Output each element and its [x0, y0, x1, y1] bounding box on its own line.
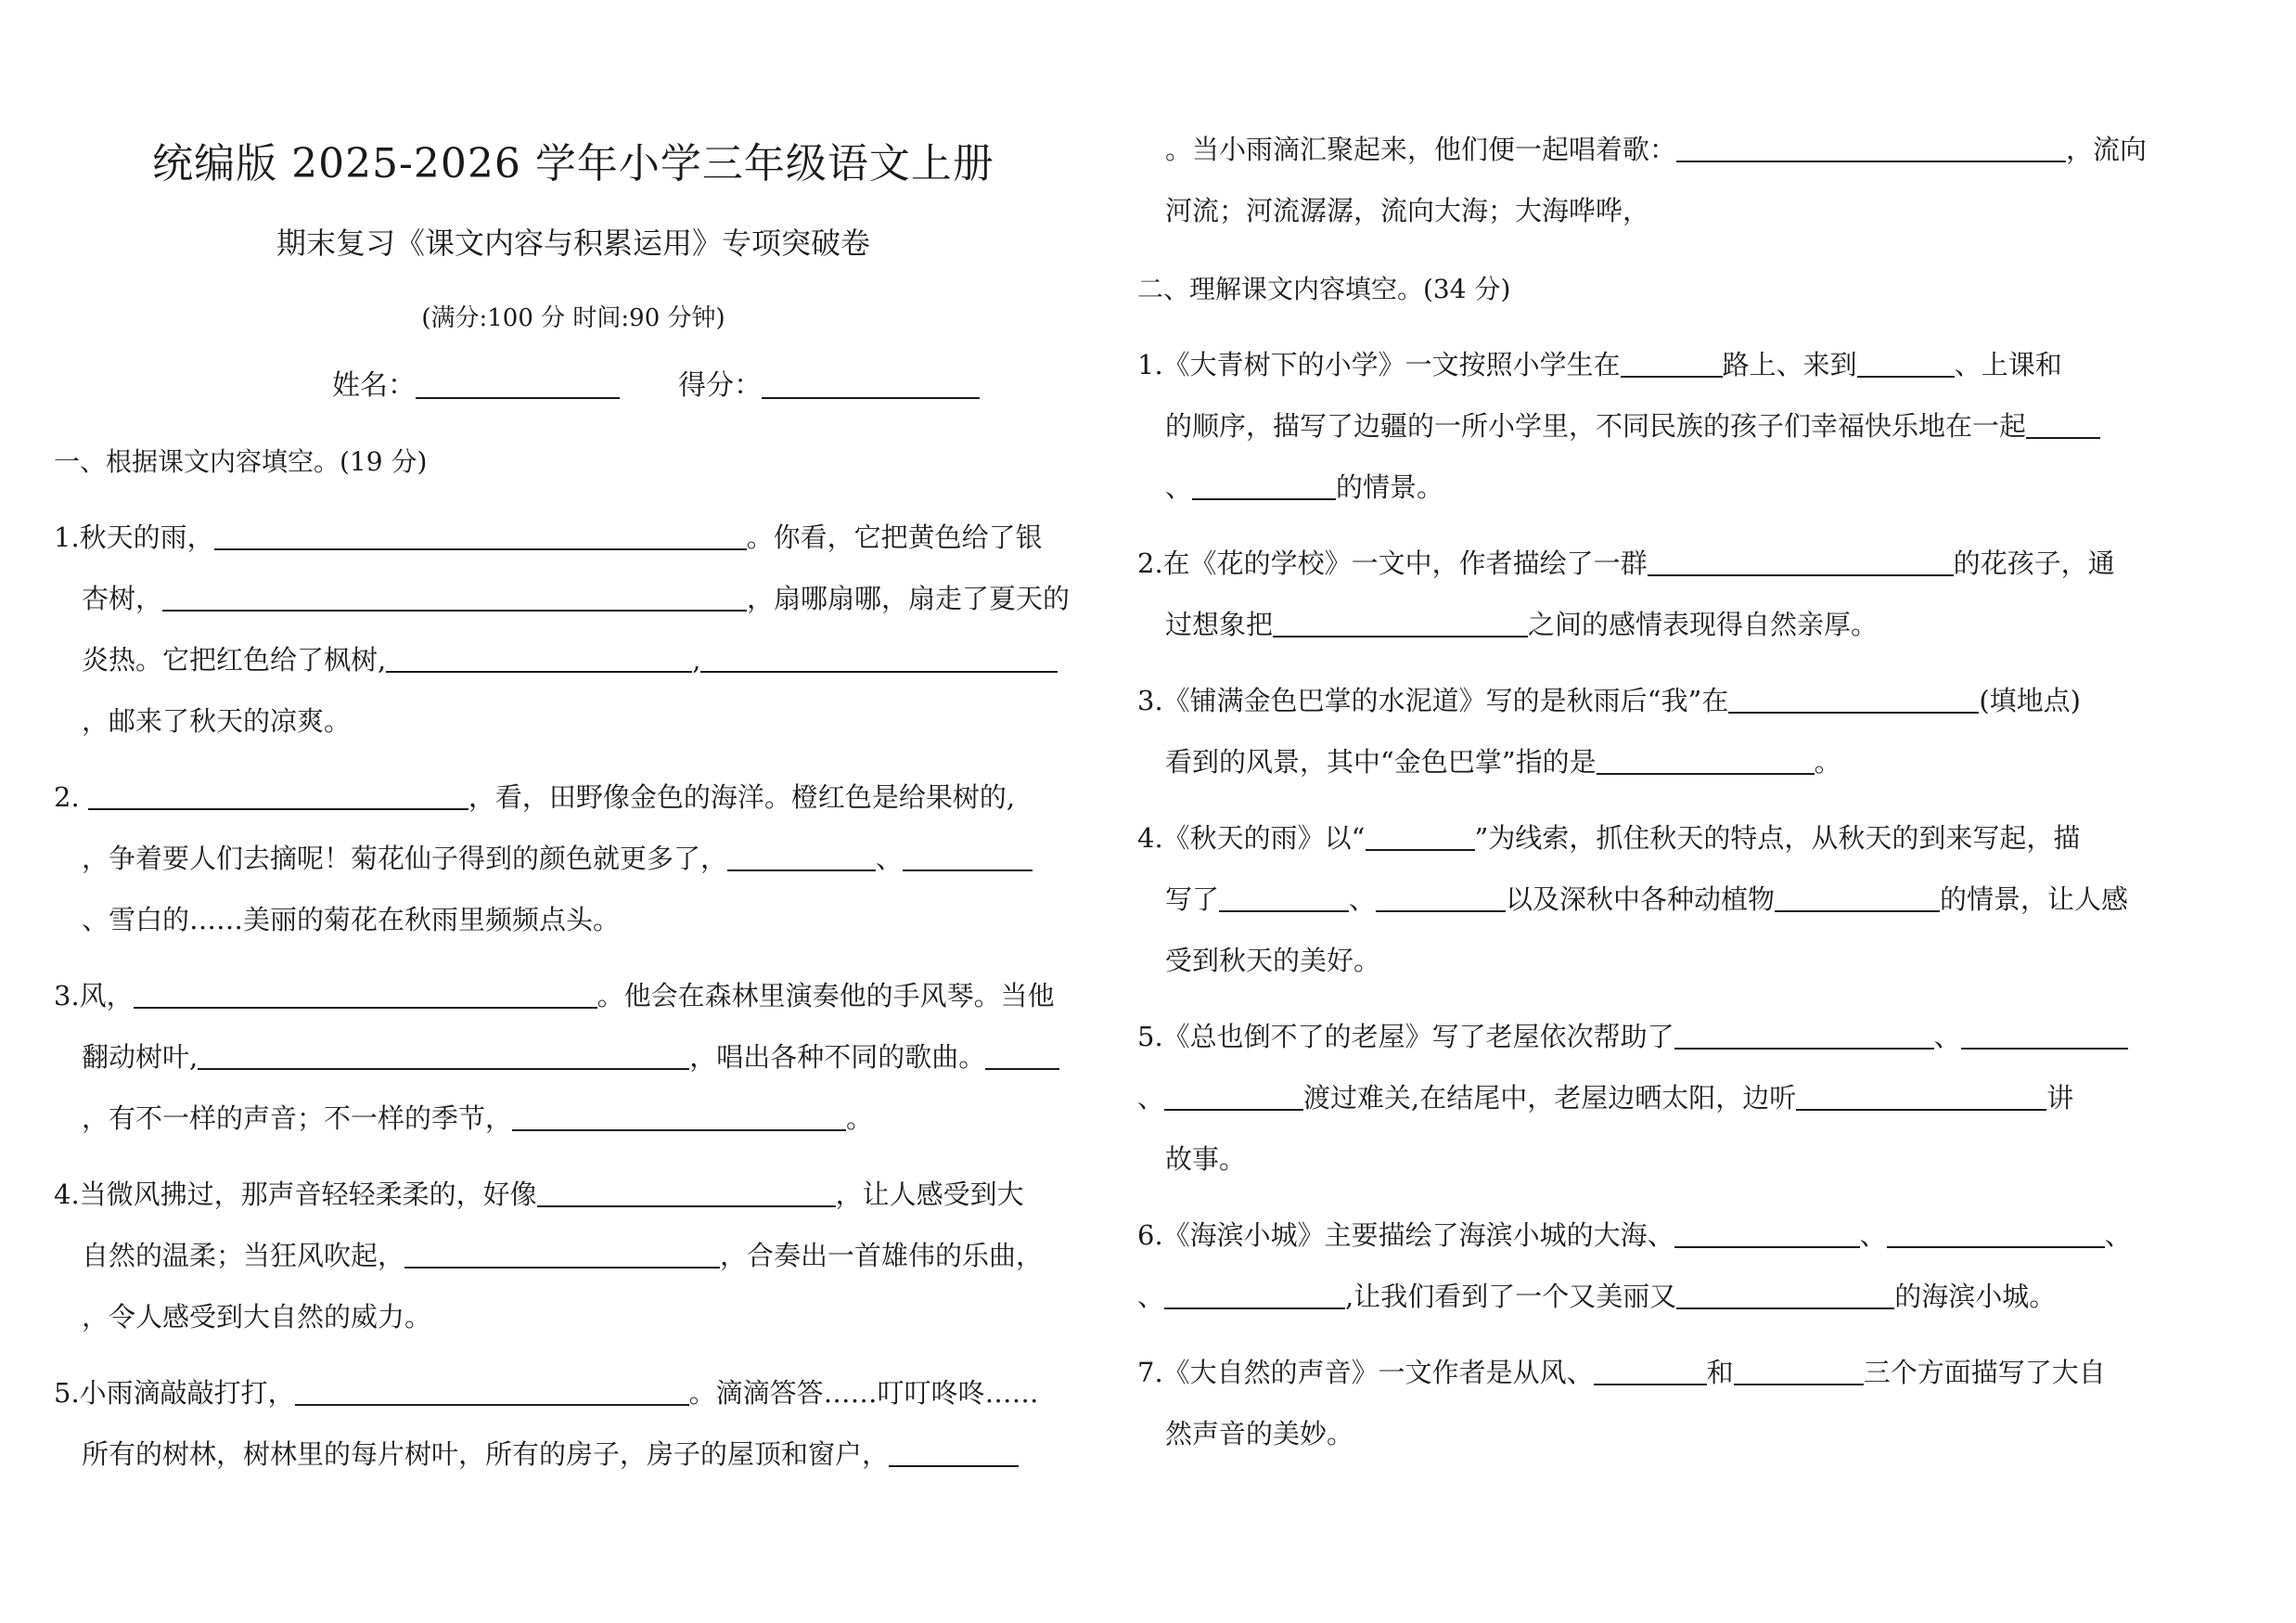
text: 。: [846, 1102, 874, 1134]
text: 炎热。它把红色给了枫树,: [82, 644, 387, 676]
fill-blank[interactable]: [214, 522, 747, 550]
fill-blank[interactable]: [512, 1102, 846, 1131]
text: 受到秋天的美好。: [1165, 945, 1381, 976]
name-score-row: [332, 362, 980, 403]
text: ，扇哪扇哪，扇走了夏天的: [747, 583, 1071, 614]
text: 、上课和: [1954, 349, 2062, 380]
text: 的花孩子，通: [1953, 547, 2115, 579]
text: 写了: [1165, 883, 1220, 915]
text: ，邮来了秋天的凉爽。: [82, 705, 352, 737]
text: ，合奏出一首雄伟的乐曲，: [720, 1240, 1044, 1271]
fill-blank[interactable]: [1273, 609, 1528, 638]
text: 。你看，它把黄色给了银: [746, 522, 1043, 553]
fill-blank[interactable]: [700, 644, 1058, 673]
text: 河流；河流潺潺，流向大海；大海哗哗，: [1165, 195, 1650, 226]
text: 2.: [54, 781, 88, 813]
text: 的顺序，描写了边疆的一所小学里，不同民族的孩子们幸福快乐地在一起: [1165, 410, 2027, 442]
section-1-heading: 一、根据课文内容填空。(19 分): [54, 446, 428, 477]
text: ,: [692, 644, 701, 676]
name-blank[interactable]: [416, 369, 620, 399]
fill-blank[interactable]: [1376, 883, 1506, 912]
fill-blank[interactable]: [134, 980, 597, 1009]
text: 的情景，让人感: [1940, 883, 2129, 915]
fill-blank[interactable]: [295, 1377, 689, 1406]
fill-blank[interactable]: [1734, 1357, 1864, 1385]
text: 自然的温柔；当狂风吹起，: [82, 1240, 405, 1271]
fill-blank[interactable]: [985, 1041, 1059, 1070]
fill-blank[interactable]: [1857, 349, 1955, 378]
text: 1.秋天的雨，: [54, 522, 214, 553]
text: 、: [1349, 883, 1377, 915]
text: 7.《大自然的声音》一文作者是从风、: [1137, 1357, 1594, 1388]
fill-blank[interactable]: [1728, 685, 1979, 714]
fill-blank[interactable]: [1775, 883, 1940, 912]
text: 3.《铺满金色巴掌的水泥道》写的是秋雨后“我”在: [1137, 685, 1729, 716]
fill-blank[interactable]: [1674, 1021, 1934, 1050]
question-1-4: [54, 1164, 1093, 1347]
text: 、: [1165, 471, 1193, 503]
fill-blank[interactable]: [1887, 1219, 2105, 1248]
text: 。当小雨滴汇聚起来，他们便一起唱着歌：: [1165, 134, 1677, 165]
text: 然声音的美妙。: [1165, 1418, 1354, 1449]
text: 看到的风景，其中“金色巴掌”指的是: [1165, 746, 1597, 778]
text: 4.当微风拂过，那声音轻轻柔柔的，好像: [54, 1179, 537, 1210]
text: 、: [1933, 1021, 1961, 1052]
text: ，有不一样的声音；不一样的季节，: [82, 1102, 513, 1134]
question-2-6: [1137, 1204, 2176, 1327]
score-label: 得分：: [678, 369, 763, 402]
text: 4.《秋天的雨》以“: [1137, 822, 1366, 854]
fill-blank[interactable]: [162, 583, 747, 612]
text: ，流向: [2066, 134, 2148, 165]
text: 故事。: [1165, 1143, 1247, 1175]
question-2-3: [1137, 670, 2176, 792]
fill-blank[interactable]: [404, 1240, 720, 1269]
text: 2.在《花的学校》一文中，作者描绘了一群: [1137, 547, 1648, 579]
text: ，令人感受到大自然的威力。: [82, 1301, 432, 1333]
fill-blank[interactable]: [1164, 1281, 1345, 1309]
exam-meta: (满分:100 分 时间:90 分钟): [421, 304, 725, 332]
fill-blank[interactable]: [1648, 547, 1954, 576]
question-2-2: [1137, 533, 2176, 655]
section-2-heading: 二、理解课文内容填空。(34 分): [1137, 274, 1511, 304]
text: ,让我们看到了一个又美丽又: [1345, 1281, 1677, 1312]
fill-blank[interactable]: [1366, 822, 1475, 851]
fill-blank[interactable]: [1192, 471, 1336, 500]
text: ，唱出各种不同的歌曲。: [689, 1041, 986, 1073]
text: 、雪白的……美丽的菊花在秋雨里频频点头。: [82, 904, 621, 935]
text: 6.《海滨小城》主要描绘了海滨小城的大海、: [1137, 1219, 1674, 1251]
text: 1.《大青树下的小学》一文按照小学生在: [1137, 349, 1621, 380]
question-1-1: [54, 507, 1093, 752]
text: 、: [1137, 1082, 1165, 1114]
fill-blank[interactable]: [1219, 883, 1349, 912]
text: ”为线索，抓住秋天的特点，从秋天的到来写起，描: [1474, 822, 2081, 854]
text: 翻动树叶,: [82, 1041, 199, 1073]
fill-blank[interactable]: [1674, 1219, 1860, 1248]
fill-blank[interactable]: [1961, 1021, 2128, 1050]
text: 三个方面描写了大自: [1863, 1357, 2106, 1388]
name-label: 姓名：: [332, 369, 416, 402]
text: 以及深秋中各种动植物: [1506, 883, 1776, 915]
text: 所有的树林，树林里的每片树叶，所有的房子，房子的屋顶和窗户，: [82, 1438, 890, 1470]
text: 、: [1137, 1281, 1165, 1312]
text: 。他会在森林里演奏他的手风琴。当他: [596, 980, 1055, 1011]
page-subtitle: 期末复习《课文内容与积累运用》专项突破卷: [276, 225, 870, 261]
text: 杏树，: [82, 583, 163, 614]
text: ，让人感受到大: [835, 1179, 1024, 1210]
fill-blank[interactable]: [386, 644, 692, 673]
fill-blank[interactable]: [1796, 1082, 2046, 1111]
question-1-3: [54, 965, 1093, 1149]
text: 过想象把: [1165, 609, 1274, 640]
fill-blank[interactable]: [727, 843, 876, 871]
text: 5.《总也倒不了的老屋》写了老屋依次帮助了: [1137, 1021, 1674, 1052]
fill-blank[interactable]: [1594, 1357, 1707, 1385]
question-1-5: [54, 1362, 1093, 1485]
score-blank[interactable]: [762, 369, 980, 399]
text: ，争着要人们去摘呢！菊花仙子得到的颜色就更多了，: [82, 843, 728, 874]
fill-blank[interactable]: [1621, 349, 1723, 378]
text: 5.小雨滴敲敲打打，: [54, 1377, 295, 1409]
question-1-2: [54, 766, 1093, 950]
text: 。: [1814, 746, 1841, 778]
fill-blank[interactable]: [198, 1041, 689, 1070]
text: 的情景。: [1336, 471, 1444, 503]
fill-blank[interactable]: [1676, 134, 2066, 162]
fill-blank[interactable]: [1164, 1082, 1303, 1111]
question-2-4: [1137, 807, 2176, 991]
text: (填地点): [1979, 685, 2081, 716]
text: 、: [2104, 1219, 2132, 1251]
question-1-5-continued: [1137, 119, 2176, 241]
text: 、: [1859, 1219, 1887, 1251]
text: 的海滨小城。: [1894, 1281, 2057, 1312]
text: 渡过难关,在结尾中，老屋边晒太阳，边听: [1303, 1082, 1797, 1114]
fill-blank[interactable]: [2026, 410, 2100, 439]
question-2-5: [1137, 1006, 2176, 1190]
text: 路上、来到: [1722, 349, 1857, 380]
fill-blank[interactable]: [1597, 746, 1815, 775]
text: 3.风，: [54, 980, 134, 1011]
fill-blank[interactable]: [537, 1179, 836, 1207]
text: ，看，田野像金色的海洋。橙红色是给果树的,: [468, 781, 1016, 813]
fill-blank[interactable]: [88, 781, 468, 810]
text: 。滴滴答答……叮叮咚咚……: [688, 1377, 1039, 1409]
fill-blank[interactable]: [903, 843, 1033, 871]
question-2-1: [1137, 334, 2176, 518]
text: 和: [1706, 1357, 1734, 1388]
fill-blank[interactable]: [889, 1438, 1019, 1467]
text: 之间的感情表现得自然亲厚。: [1528, 609, 1879, 640]
text: 讲: [2046, 1082, 2074, 1114]
page-title: 统编版 2025-2026 学年小学三年级语文上册: [152, 140, 994, 187]
text: 、: [876, 843, 904, 874]
fill-blank[interactable]: [1676, 1281, 1894, 1309]
question-2-7: [1137, 1342, 2176, 1464]
